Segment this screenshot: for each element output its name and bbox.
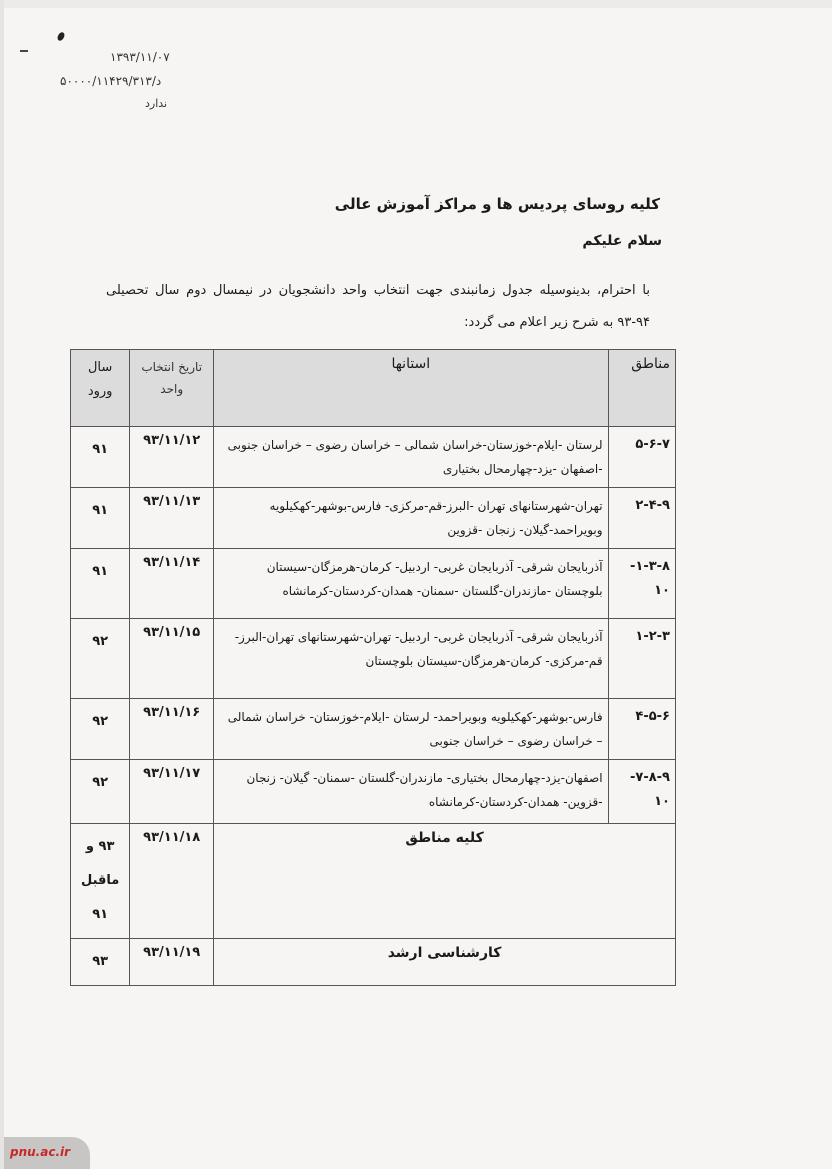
cell-year: ۹۱ bbox=[71, 427, 130, 488]
cell-masters: کارشناسی ارشد bbox=[214, 939, 676, 986]
cell-region: ۵-۶-۷ bbox=[608, 427, 675, 488]
letter-greeting: سلام علیکم bbox=[582, 233, 662, 249]
table-row bbox=[71, 824, 676, 939]
table-row bbox=[71, 699, 676, 760]
page-edge bbox=[0, 0, 4, 1169]
cell-year: ۹۲ bbox=[71, 619, 130, 699]
cell-date: ۹۳/۱۱/۱۴ bbox=[130, 549, 214, 619]
header-year: سال ورود bbox=[71, 350, 130, 427]
cell-region: ۷-۸-۹- ۱۰ bbox=[608, 760, 675, 824]
cell-year: ۹۳ و ماقبل ۹۱ bbox=[71, 824, 130, 939]
cell-region: ۴-۵-۶ bbox=[608, 699, 675, 760]
cell-date: ۹۳/۱۱/۱۶ bbox=[130, 699, 214, 760]
cell-region: ۲-۴-۹ bbox=[608, 488, 675, 549]
cell-all-regions: کلیه مناطق bbox=[214, 824, 676, 939]
letter-attachment: ندارد bbox=[145, 97, 168, 110]
cell-date: ۹۳/۱۱/۱۳ bbox=[130, 488, 214, 549]
header-region: مناطق bbox=[608, 350, 675, 427]
table-row bbox=[71, 427, 676, 488]
table-row bbox=[71, 549, 676, 619]
cell-year: ۹۱ bbox=[71, 488, 130, 549]
table-header-row bbox=[71, 350, 676, 427]
letter-body: با احترام، بدینوسیله جدول زمانبندی جهت انتخاب واحد دانشجویان در نیمسال دوم سال تحصیلی ۹۴-۹۳ به شرح زیر اعلام می گردد: bbox=[106, 283, 650, 330]
cell-year: ۹۲ bbox=[71, 760, 130, 824]
cell-provinces: لرستان -ایلام-خوزستان-خراسان شمالی – خراسان رضوی – خراسان جنوبی -اصفهان -یزد-چهارمحال بختیاری bbox=[214, 427, 608, 488]
letter-addressee: کلیه روسای پردیس ها و مراکز آموزش عالی bbox=[334, 195, 660, 213]
cell-year: ۹۳ bbox=[71, 939, 130, 986]
table-row bbox=[71, 760, 676, 824]
ink-mark bbox=[56, 31, 66, 42]
cell-year: ۹۲ bbox=[71, 699, 130, 760]
table-row bbox=[71, 619, 676, 699]
ink-mark bbox=[20, 50, 28, 52]
footer-site: pnu.ac.ir bbox=[10, 1145, 71, 1159]
cell-provinces: اصفهان-یزد-چهارمحال بختیاری- مازندران-گلستان -سمنان- گیلان- زنجان -قزوین- همدان-کردستان-کرمانشاه bbox=[214, 760, 608, 824]
letter-date: ۱۳۹۳/۱۱/۰۷ bbox=[110, 50, 170, 64]
table-row bbox=[71, 488, 676, 549]
cell-date: ۹۳/۱۱/۱۷ bbox=[130, 760, 214, 824]
cell-provinces: تهران-شهرستانهای تهران -البرز-قم-مرکزی- فارس-بوشهر-کهکیلویه وبویراحمد-گیلان- زنجان -قزوین bbox=[214, 488, 608, 549]
cell-provinces: آذربایجان شرقی- آذربایجان غربی- اردبیل- کرمان-هرمزگان-سیستان بلوچستان -مازندران-گلستان -سمنان- همدان-کردستان-کرمانشاه bbox=[214, 549, 608, 619]
schedule-table bbox=[70, 349, 676, 986]
cell-year: ۹۱ bbox=[71, 549, 130, 619]
page-edge bbox=[0, 0, 832, 8]
letter-number: د/۵۰۰۰۰/۱۱۴۲۹/۳۱۳ bbox=[60, 74, 162, 88]
cell-date: ۹۳/۱۱/۱۹ bbox=[130, 939, 214, 986]
header-provinces: استانها bbox=[214, 350, 608, 427]
cell-region: ۱-۳-۸- ۱۰ bbox=[608, 549, 675, 619]
cell-date: ۹۳/۱۱/۱۲ bbox=[130, 427, 214, 488]
cell-date: ۹۳/۱۱/۱۸ bbox=[130, 824, 214, 939]
cell-provinces: فارس-بوشهر-کهکیلویه وبویراحمد- لرستان -ایلام-خوزستان- خراسان شمالی – خراسان رضوی – خراسان جنوبی bbox=[214, 699, 608, 760]
cell-region: ۱-۲-۳ bbox=[608, 619, 675, 699]
cell-provinces: آذربایجان شرقی- آذربایجان غربی- اردبیل- تهران-شهرستانهای تهران-البرز-قم-مرکزی- کرمان-هرمزگان-سیستان بلوچستان bbox=[214, 619, 608, 699]
table-row bbox=[71, 939, 676, 986]
cell-date: ۹۳/۱۱/۱۵ bbox=[130, 619, 214, 699]
header-date: تاریخ انتخاب واحد bbox=[130, 350, 214, 427]
